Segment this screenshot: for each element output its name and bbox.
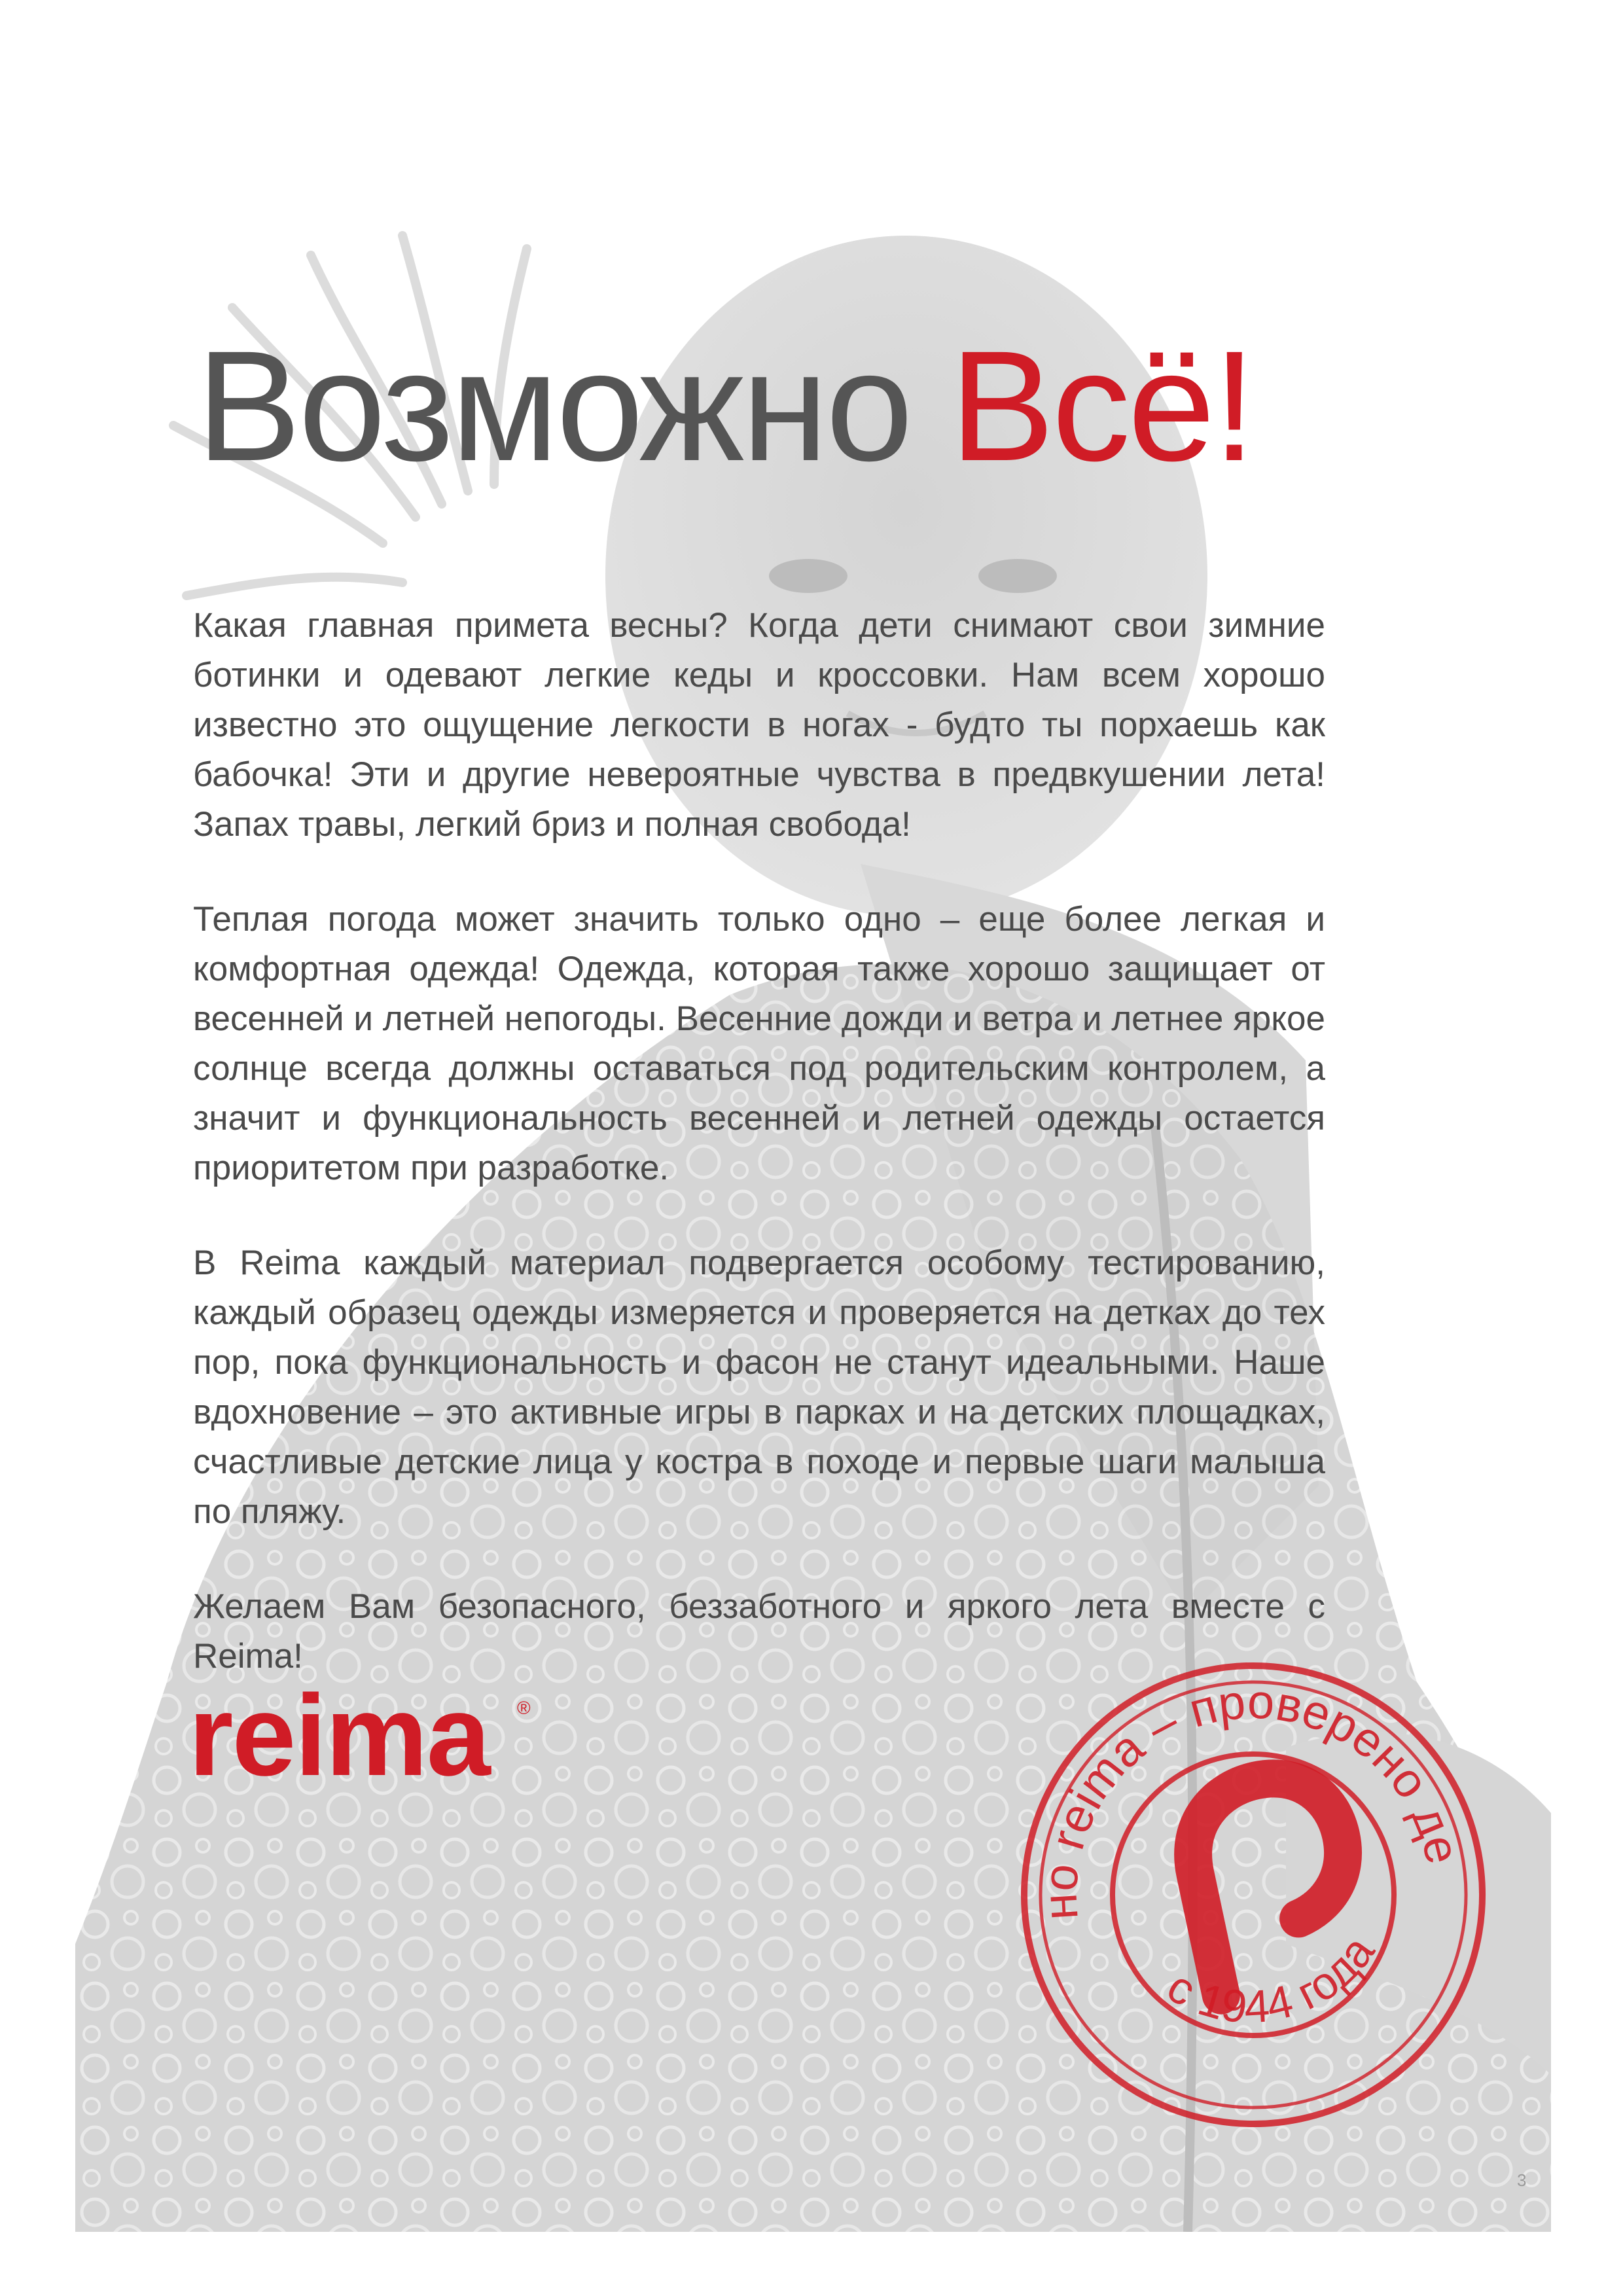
body-text [193, 601, 1325, 1727]
reima-logo: reima [188, 1672, 490, 1800]
registered-mark: ® [517, 1698, 531, 1718]
page-number: 3 [1517, 2170, 1527, 2190]
headline-word-2: Всё! [950, 318, 1254, 493]
paragraph-4: Желаем Вам безопасного, беззаботного и яркого лета вместе с Reima! [193, 1587, 1325, 1676]
stamp-bottom-text: с 1944 года [1158, 1926, 1384, 2033]
stamp-seal [1005, 1646, 1502, 2144]
headline-word-1: Возможно [196, 318, 911, 493]
paragraph-1: Какая главная примета весны? Когда дети снимают свои зимние ботинки и одевают легкие кеды и кроссовки. Нам всем хорошо известно это ощущение легкости в ногах - будто ты порхаешь как бабочка! Эти и другие невероятные чувства в предвкушении лета! Запах травы, легкий бриз и полная свобода! [193, 606, 1325, 844]
paragraph-3: В Reima каждый материал подвергается особому тестированию, каждый образец одежды измеряется и проверяется на детках до тех пор, пока функциональность и фасон не станут идеальными. Наше вдохновение – это активные игры в парках и на детских площадках, счастливые детские лица у костра в походе и первые шаги малыша по пляжу. [193, 1244, 1325, 1531]
paragraph-2: Теплая погода может значить только одно – еще более легкая и комфортная одежда! Одежда, которая также хорошо защищает от весенней и летней непогоды. Весенние дожди и ветра и летнее яркое солнце всегда должны оставаться под родительским контролем, а значит и функциональность весенней и летней одежды остается приоритетом при разработке. [193, 900, 1325, 1187]
stamp-top-text: создано reima – проверено детьми [1032, 1674, 1471, 1922]
headline [196, 308, 1253, 504]
